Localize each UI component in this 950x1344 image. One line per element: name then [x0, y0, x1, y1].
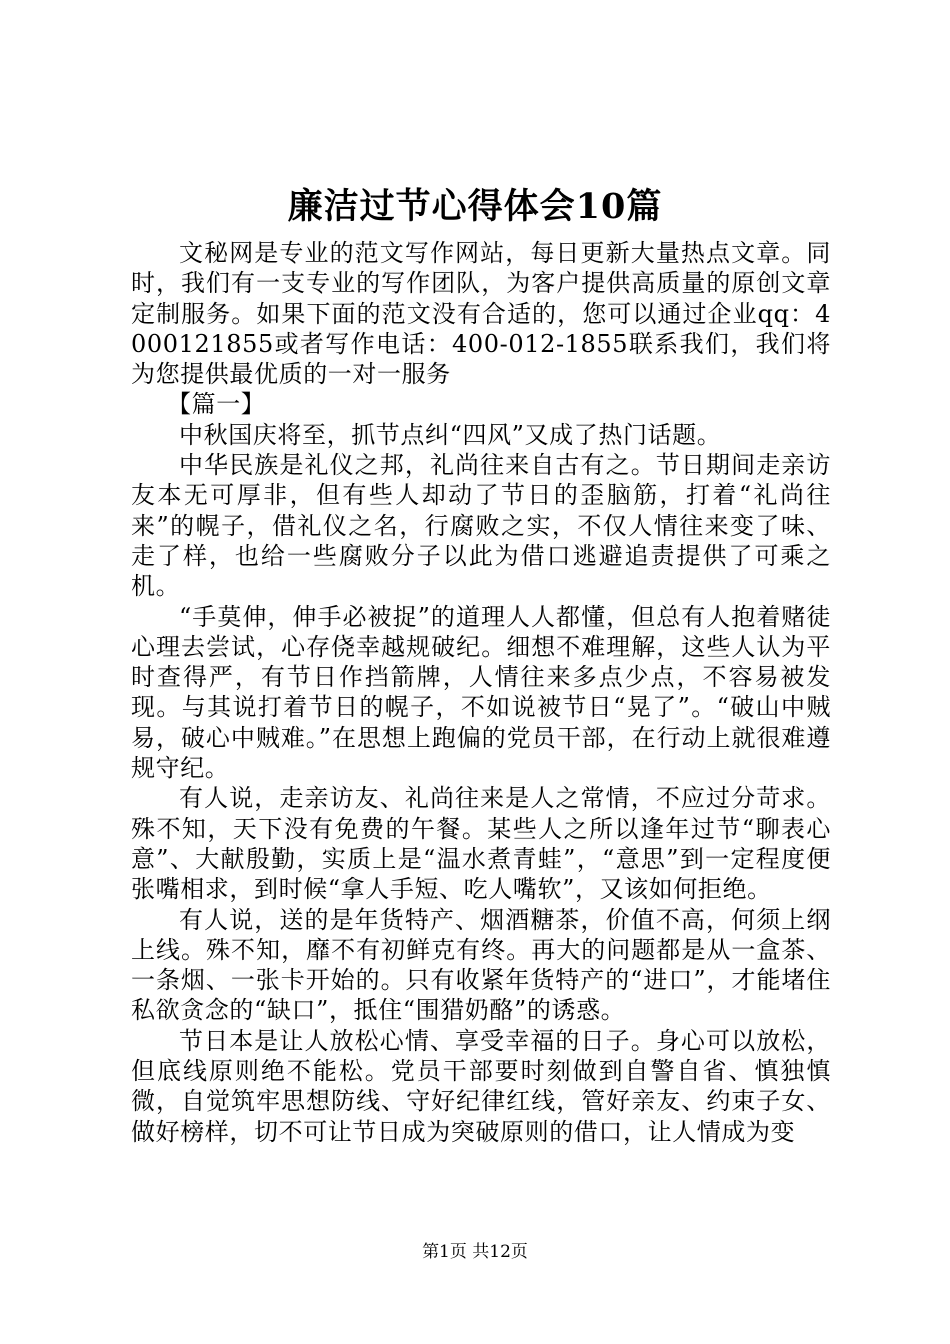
body-paragraph: 中秋国庆将至，抓节点纠“四风”又成了热门话题。	[179, 420, 722, 449]
document-title: 廉洁过节心得体会10篇	[287, 186, 663, 227]
body-paragraph: 有人说，走亲访友、礼尚往来是人之常情，不应过分苛求。殊不知，天下没有免费的午餐。某些人之所以逢年过节“聊表心意”、大献殷勤，实质上是“温水煮青蛙”，“意思”到一定程度便张嘴相求，到时候“拿人手短、吃人嘴软”，又该如何拒绝。	[131, 784, 831, 904]
body-paragraph: “手莫伸，伸手必被捉”的道理人人都懂，但总有人抱着赌徒心理去尝试，心存侥幸越规破纪。细想不难理解，这些人认为平时查得严，有节日作挡箭牌，人情往来多点少点，不容易被发现。与其说打着节日的幌子，不如说被节日“晃了”。“破山中贼易，破心中贼难。”在思想上跑偏的党员干部，在行动上就很难遵规守纪。	[131, 602, 831, 783]
body-paragraph: 节日本是让人放松心情、享受幸福的日子。身心可以放松，但底线原则绝不能松。党员干部要时刻做到自警自省、慎独慎微，自觉筑牢思想防线、守好纪律红线，管好亲友、约束子女、做好榜样，切不可让节日成为突破原则的借口，让人情成为变	[131, 1026, 831, 1146]
body-paragraph: 有人说，送的是年货特产、烟酒糖茶，价值不高，何须上纲上线。殊不知，靡不有初鲜克有终。再大的问题都是从一盒茶、一条烟、一张卡开始的。只有收紧年货特产的“进口”，才能堵住私欲贪念的“缺口”，抵住“围猎奶酪”的诱惑。	[131, 905, 831, 1025]
section-heading: 【篇一】	[167, 390, 266, 419]
body-paragraph: 中华民族是礼仪之邦，礼尚往来自古有之。节日期间走亲访友本无可厚非，但有些人却动了节日的歪脑筋，打着“礼尚往来”的幌子，借礼仪之名，行腐败之实，不仅人情往来变了味、走了样，也给一些腐败分子以此为借口逃避追责提供了可乘之机。	[131, 451, 831, 601]
document-body	[131, 238, 831, 1147]
page-number-footer: 第1页 共12页	[422, 1242, 528, 1262]
intro-paragraph: 文秘网是专业的范文写作网站，每日更新大量热点文章。同时，我们有一支专业的写作团队，为客户提供高质量的原创文章定制服务。如果下面的范文没有合适的，您可以通过企业qq：4000121855或者写作电话：400-012-1855联系我们，我们将为您提供最优质的一对一服务	[131, 239, 831, 389]
